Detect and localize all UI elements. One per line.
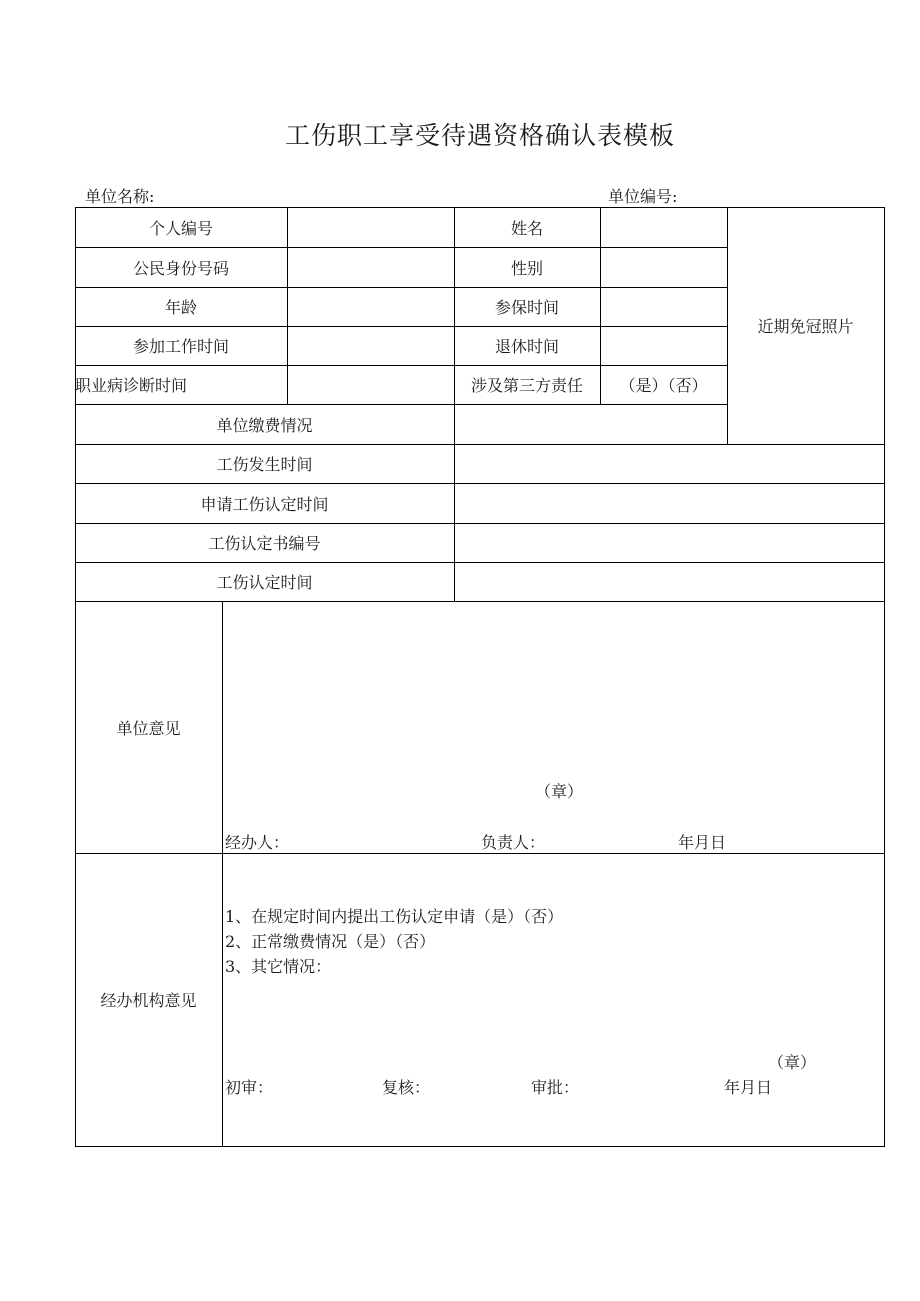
id-no-field[interactable] xyxy=(287,247,454,287)
apply-time-field[interactable] xyxy=(454,483,884,523)
injury-time-label: 工伤发生时间 xyxy=(216,455,313,474)
cert-no-label: 工伤认定书编号 xyxy=(208,534,321,553)
unit-responsible-label: 负责人： xyxy=(481,833,546,852)
unit-name-label: 单位名称: xyxy=(85,187,155,206)
unit-opinion-area[interactable] xyxy=(222,601,884,853)
agency-date-label: 年月日 xyxy=(724,1078,773,1097)
name-label: 姓名 xyxy=(510,218,543,238)
approval-label: 审批： xyxy=(531,1078,580,1097)
cert-no-field[interactable] xyxy=(454,523,884,562)
unit-code-label: 单位编号: xyxy=(608,187,678,206)
unit-seal: （章） xyxy=(535,782,584,801)
diag-time-label: 职业病诊断时间 xyxy=(75,376,188,395)
insured-time-field[interactable] xyxy=(600,287,727,326)
injury-time-field[interactable] xyxy=(454,444,884,483)
name-field[interactable] xyxy=(600,207,727,247)
agency-opinion-area[interactable] xyxy=(222,853,884,1146)
agency-item-3: 3、其它情况： xyxy=(225,957,332,976)
agency-seal: （章） xyxy=(768,1053,817,1072)
payment-field[interactable] xyxy=(454,404,727,444)
retire-time-field[interactable] xyxy=(600,326,727,365)
third-party-choice[interactable]: （是）（否） xyxy=(619,376,708,395)
personal-no-field[interactable] xyxy=(287,207,454,247)
third-party-label: 涉及第三方责任 xyxy=(470,376,583,395)
gender-label: 性别 xyxy=(510,258,543,278)
photo-box[interactable]: 近期免冠照片 xyxy=(757,317,854,336)
gender-field[interactable] xyxy=(600,247,727,287)
work-start-field[interactable] xyxy=(287,326,454,365)
page-title: 工伤职工享受待遇资格确认表模板 xyxy=(284,121,675,150)
retire-time-label: 退休时间 xyxy=(494,337,559,356)
cert-time-label: 工伤认定时间 xyxy=(216,573,313,592)
unit-opinion-label: 单位意见 xyxy=(116,718,181,738)
unit-handler-label: 经办人： xyxy=(225,833,290,852)
table-border-right xyxy=(884,207,885,1147)
payment-label: 单位缴费情况 xyxy=(216,415,313,435)
age-field[interactable] xyxy=(287,287,454,326)
unit-date-label: 年月日 xyxy=(678,833,727,852)
insured-time-label: 参保时间 xyxy=(494,298,559,317)
personal-no-label: 个人编号 xyxy=(148,218,213,238)
cert-time-field[interactable] xyxy=(454,562,884,601)
work-start-label: 参加工作时间 xyxy=(132,337,229,356)
re-review-label: 复核： xyxy=(382,1078,431,1097)
agency-item-1: 1、在规定时间内提出工伤认定申请（是）（否） xyxy=(225,907,564,926)
apply-time-label: 申请工伤认定时间 xyxy=(200,494,329,514)
age-label: 年龄 xyxy=(164,298,197,317)
agency-opinion-label: 经办机构意见 xyxy=(100,991,197,1010)
table-border-bottom xyxy=(75,1146,885,1147)
diag-time-field[interactable] xyxy=(287,365,454,404)
initial-review-label: 初审： xyxy=(225,1078,274,1097)
agency-item-2: 2、正常缴费情况（是）（否） xyxy=(225,932,436,951)
id-no-label: 公民身份号码 xyxy=(132,258,229,278)
